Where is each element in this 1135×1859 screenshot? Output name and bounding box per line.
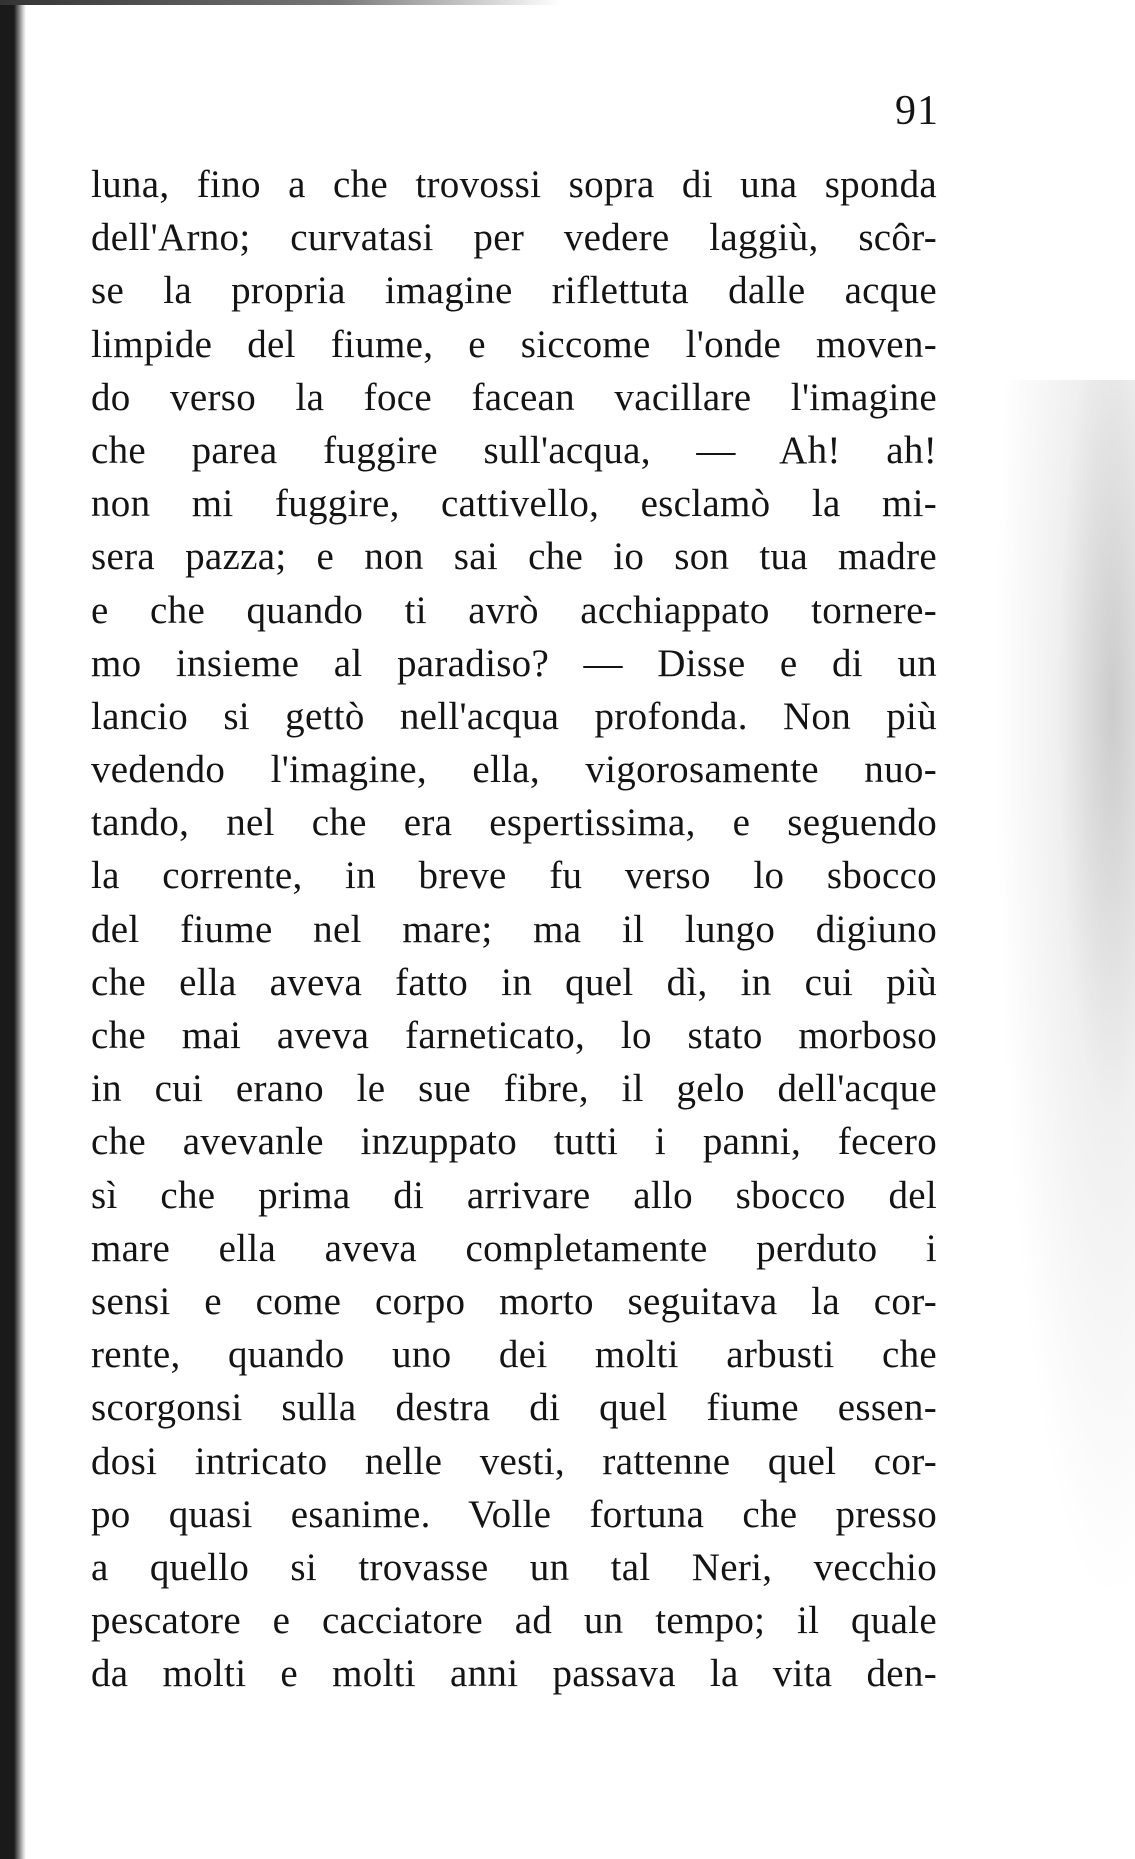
text-line: non mi fuggire, cattivello, esclamò la mi- bbox=[91, 482, 937, 526]
text-line: mo insieme al paradiso? — Disse e di un bbox=[91, 641, 937, 685]
text-line: che ella aveva fatto in quel dì, in cui più bbox=[91, 960, 937, 1004]
text-line: che parea fuggire sull'acqua, — Ah! ah! bbox=[91, 428, 937, 472]
text-line: la corrente, in breve fu verso lo sbocco bbox=[91, 854, 937, 898]
text-line: lancio si gettò nell'acqua profonda. Non più bbox=[91, 694, 937, 738]
text-line: pescatore e cacciatore ad un tempo; il quale bbox=[91, 1599, 937, 1643]
page-edge-shadow bbox=[985, 380, 1135, 1680]
text-line: vedendo l'imagine, ella, vigorosamente nuo- bbox=[91, 748, 937, 792]
text-line: mare ella aveva completamente perduto i bbox=[91, 1226, 937, 1270]
text-line: che avevanle inzuppato tutti i panni, fecero bbox=[91, 1120, 937, 1164]
book-spine-shadow bbox=[0, 0, 26, 1859]
text-line: po quasi esanime. Volle fortuna che presso bbox=[91, 1492, 937, 1536]
text-line: scorgonsi sulla destra di quel fiume essen- bbox=[91, 1386, 937, 1430]
text-line: tando, nel che era espertissima, e seguendo bbox=[91, 801, 937, 845]
text-line: in cui erano le sue fibre, il gelo dell'acque bbox=[91, 1067, 937, 1111]
page-number: 91 bbox=[895, 88, 939, 134]
text-line: a quello si trovasse un tal Neri, vecchio bbox=[91, 1545, 937, 1589]
top-edge-rule bbox=[0, 0, 560, 5]
text-line: del fiume nel mare; ma il lungo digiuno bbox=[91, 907, 937, 951]
text-line: se la propria imagine riflettuta dalle acque bbox=[91, 269, 937, 313]
text-line: sì che prima di arrivare allo sbocco del bbox=[91, 1173, 937, 1217]
text-line: dosi intricato nelle vesti, rattenne quel cor- bbox=[91, 1439, 937, 1483]
text-line: da molti e molti anni passava la vita den- bbox=[91, 1652, 937, 1696]
text-line: sera pazza; e non sai che io son tua madre bbox=[91, 535, 937, 579]
text-line: dell'Arno; curvatasi per vedere laggiù, scôr- bbox=[91, 216, 937, 260]
text-line: luna, fino a che trovossi sopra di una sponda bbox=[91, 163, 937, 206]
body-text bbox=[91, 158, 937, 1700]
text-line: e che quando ti avrò acchiappato tornere- bbox=[91, 588, 937, 632]
text-line: sensi e come corpo morto seguitava la cor- bbox=[91, 1279, 937, 1323]
text-line: do verso la foce facean vacillare l'imagine bbox=[91, 375, 937, 419]
text-line: limpide del fiume, e siccome l'onde moven- bbox=[91, 322, 937, 366]
text-line: che mai aveva farneticato, lo stato morboso bbox=[91, 1014, 937, 1057]
text-line: rente, quando uno dei molti arbusti che bbox=[91, 1333, 937, 1377]
